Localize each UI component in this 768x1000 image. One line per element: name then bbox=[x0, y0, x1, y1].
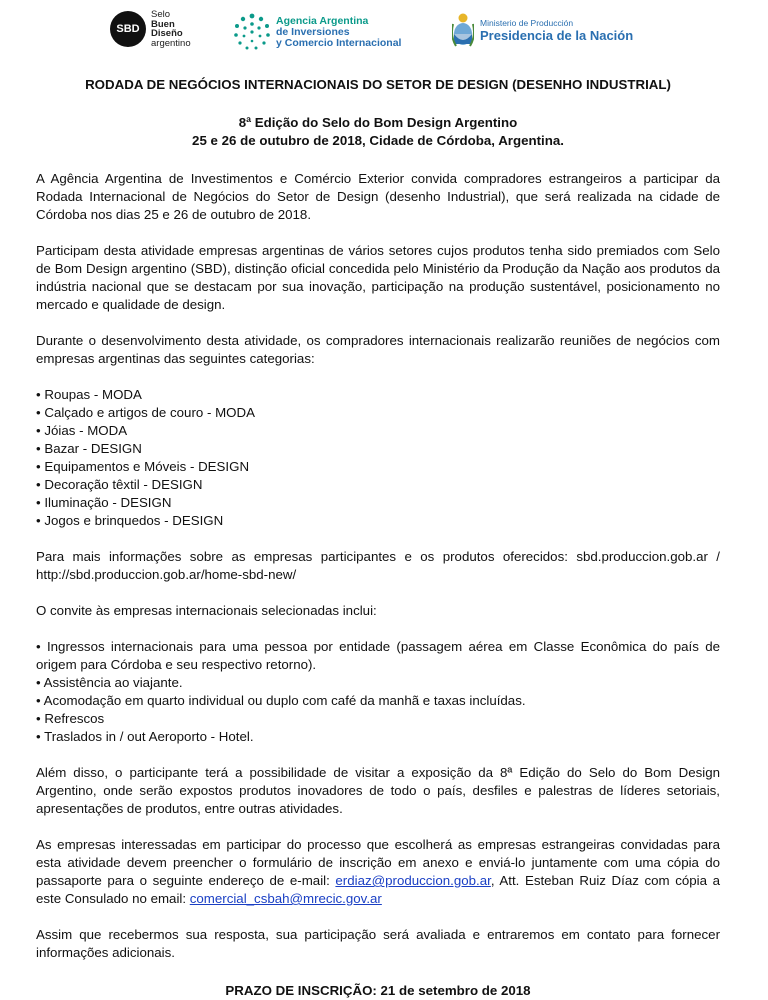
list-item: • Acomodação em quarto individual ou duplo com café da manhã e taxas incluídas. bbox=[36, 693, 526, 708]
paragraph-exposition: Além disso, o participante terá a possibilidade de visitar a exposição da 8ª Edição do Selo do Bom Design Argentino, onde serão expostos produtos inovadores de todo o país, desfiles e palestras de líderes setoriais, apresentações de produtos, entre outras atividades. bbox=[36, 765, 720, 816]
paragraph-categories-intro: Durante o desenvolvimento desta atividade, os compradores internacionais realizarão reuniões de negócios com empresas argentinas das seguintes categorias: bbox=[36, 333, 720, 366]
sbd-line2: Buen bbox=[151, 18, 175, 30]
list-item: • Refrescos bbox=[36, 711, 105, 726]
includes-list bbox=[36, 638, 720, 746]
sbd-logo-text bbox=[151, 10, 191, 48]
ministerio-small: Ministerio de Producción bbox=[480, 17, 574, 28]
coat-of-arms-icon bbox=[452, 12, 474, 48]
list-item: • Roupas - MODA bbox=[36, 387, 142, 402]
sbd-logo-mark: SBD bbox=[110, 11, 146, 47]
edition-line: 8ª Edição do Selo do Bom Design Argentino bbox=[238, 115, 518, 130]
deadline: PRAZO DE INSCRIÇÃO: 21 de setembro de 2018 bbox=[225, 983, 531, 998]
list-item: • Ingressos internacionais para uma pessoa por entidade (passagem aérea em Classe Econômica do país de origem para Córdoba e seu respectivo retorno). bbox=[36, 639, 720, 672]
aaici-line2: de Inversiones bbox=[276, 25, 350, 38]
paragraph-more-info: Para mais informações sobre as empresas participantes e os produtos oferecidos: sbd.produccion.gob.ar / http://sbd.produccion.gob.ar/home-sbd-new/ bbox=[36, 549, 720, 582]
paragraph-invitation: A Agência Argentina de Investimentos e Comércio Exterior convida compradores estrangeiros a participar da Rodada Internacional de Negócios do Setor de Design (desenho Industrial), que será realizada na cidade de Córdoba nos dias 25 e 26 de outubro de 2018. bbox=[36, 171, 720, 222]
paragraph-invite-includes: O convite às empresas internacionais selecionadas inclui: bbox=[36, 603, 377, 618]
ministerio-text bbox=[480, 18, 633, 43]
list-item: • Decoração têxtil - DESIGN bbox=[36, 477, 203, 492]
ministerio-big: Presidencia de la Nación bbox=[480, 27, 634, 43]
list-item: • Traslados in / out Aeroporto - Hotel. bbox=[36, 729, 254, 744]
list-item: • Assistência ao viajante. bbox=[36, 675, 183, 690]
paragraph-application bbox=[36, 836, 720, 908]
list-item: • Equipamentos e Móveis - DESIGN bbox=[36, 459, 250, 474]
list-item: • Jogos e brinquedos - DESIGN bbox=[36, 513, 224, 528]
ministerio-logo bbox=[452, 12, 633, 48]
aaici-logo bbox=[232, 12, 401, 52]
list-item: • Calçado e artigos de couro - MODA bbox=[36, 405, 255, 420]
list-item: • Jóias - MODA bbox=[36, 423, 128, 438]
header-logos bbox=[0, 10, 768, 60]
list-item: • Iluminação - DESIGN bbox=[36, 495, 172, 510]
sbd-line4: argentino bbox=[151, 37, 191, 49]
sbd-line3: Diseño bbox=[151, 28, 183, 39]
aaici-dots-icon bbox=[232, 12, 272, 52]
email-link-erdiaz[interactable]: erdiaz@produccion.gob.ar bbox=[335, 873, 491, 888]
email-link-consulado[interactable]: comercial_csbah@mrecic.gov.ar bbox=[189, 891, 382, 906]
document-body bbox=[36, 76, 720, 1000]
sbd-logo bbox=[110, 10, 191, 48]
document-title: RODADA DE NEGÓCIOS INTERNACIONAIS DO SETOR DE DESIGN (DESENHO INDUSTRIAL) bbox=[85, 77, 671, 92]
aaici-line3: y Comercio Internacional bbox=[276, 36, 402, 49]
application-text-b: , Att. Esteban Ruiz Díaz com cópia a este Consulado no email: bbox=[36, 873, 720, 906]
paragraph-response: Assim que recebermos sua resposta, sua participação será avaliada e entraremos em contato para fornecer informações adicionais. bbox=[36, 927, 720, 960]
categories-list bbox=[36, 386, 720, 530]
dates-line: 25 e 26 de outubro de 2018, Cidade de Córdoba, Argentina. bbox=[192, 133, 564, 148]
aaici-logo-text bbox=[276, 16, 401, 49]
paragraph-participants: Participam desta atividade empresas argentinas de vários setores cujos produtos tenha sido premiados com Selo de Bom Design argentino (SBD), distinção oficial concedida pelo Ministério da Produção da Nação aos produtos da indústria nacional que se destacam por sua inovação, participação na produção sustentável, posicionamento no mercado e qualidade de design. bbox=[36, 243, 720, 312]
sbd-line1: Selo bbox=[151, 9, 171, 20]
aaici-line1: Agencia Argentina bbox=[276, 14, 369, 27]
application-text-a: As empresas interessadas em participar do processo que escolherá as empresas estrangeiras convidadas para esta atividade devem preencher o formulário de inscrição em anexo e enviá-lo juntamente com uma cópia do passaporte para o seguinte endereço de e-mail: bbox=[36, 837, 720, 888]
list-item: • Bazar - DESIGN bbox=[36, 441, 142, 456]
